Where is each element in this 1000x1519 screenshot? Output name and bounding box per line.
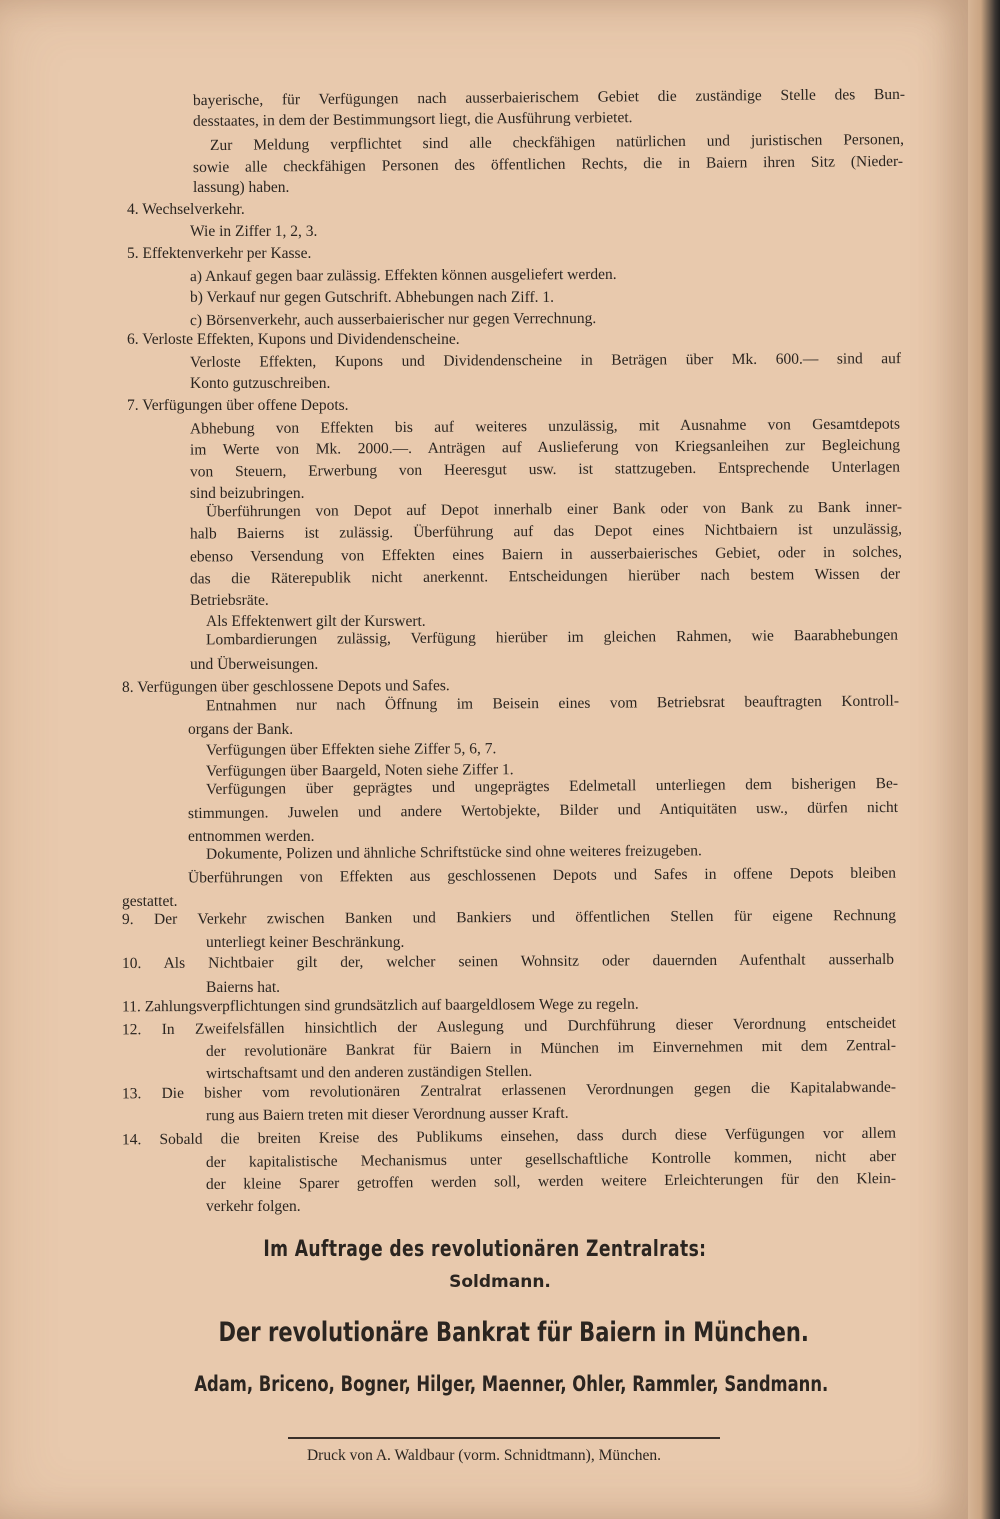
text-line: Verfügungen über Baargeld, Noten siehe Ziffer 1. [205,761,514,780]
text-line: wirtschaftsamt und den anderen zuständigen Stellen. [205,1062,533,1083]
text-line: Dokumente, Polizen und ähnliche Schriftstücke sind ohne weiteres freizugeben. [205,842,702,863]
text-line: Überführungen von Depot auf Depot innerhalb einer Bank oder von Bank zu Bank inner- [205,498,903,521]
text-line: Wie in Ziffer 1, 2, 3. [190,223,318,240]
text-line: Entnahmen nur nach Öffnung im Beisein eines vom Betriebsrat beauftragten Kontroll- [205,692,900,715]
commission-line: Im Auftrage des revolutionären Zentralrats: [263,1237,707,1262]
text-line: der revolutionäre Bankrat für Baiern in München im Einvernehmen mit dem Zentral- [205,1036,897,1061]
text-line: b) Verkauf nur gegen Gutschrift. Abhebungen nach Ziff. 1. [190,289,555,306]
section-heading: 11. Zahlungsverpflichtungen sind grundsätzlich auf baargeldlosem Wege zu regeln. [121,995,639,1016]
signer-name: Soldmann. [449,1272,551,1292]
text-line: Verfügungen über geprägtes und ungeprägtes Edelmetall unterliegen dem bisherigen Be- [205,774,899,799]
text-line: der kleine Sparer getroffen werden soll, werden weitere Erleichterungen für den Klein- [205,1169,897,1194]
text-line: der kapitalistische Mechanismus unter gesellschaftliche Kontrolle kommen, nicht aber [205,1147,897,1172]
text-line: halb Baierns ist zulässig. Überführung auf das Depot eines Nichtbaiern ist unzulässig, [189,520,903,543]
text-line: rung aus Baiern treten mit dieser Verordnung ausser Kraft. [205,1104,569,1125]
section-heading: 8. Verfügungen über geschlossene Depots und Safes. [121,677,450,696]
text-line: gestattet. [122,893,178,910]
text-line: a) Ankauf gegen baar zulässig. Effekten können ausgeliefert werden. [189,265,617,286]
text-line: desstaates, in dem der Bestimmungsort liegt, die Ausführung verbietet. [192,109,633,130]
section-heading: 14. Sobald die breiten Kreise des Publikums einsehen, dass durch diese Verfügungen vor allem [121,1124,897,1149]
text-line: Baierns hat. [206,979,281,996]
text-line: unterliegt keiner Beschränkung. [206,934,405,951]
council-members: Adam, Briceno, Bogner, Hilger, Maenner, Ohler, Rammler, Sandmann. [194,1372,829,1396]
text-line: Betriebsräte. [190,592,269,609]
section-heading: 9. Der Verkehr zwischen Banken und Bankiers und öffentlichen Stellen für eigene Rechnung [121,906,897,929]
text-line: sowie alle checkfähigen Personen des öffentlichen Rechts, die in Baiern ihren Sitz (Nieder- [192,152,904,177]
section-heading: 4. Wechselverkehr. [127,201,245,218]
text-line: bayerische, für Verfügungen nach ausserbaierischem Gebiet die zuständige Stelle des Bun- [192,85,906,110]
text-line: das die Räterepublik nicht anerkennt. Entscheidungen hierüber nach bestem Wissen der [189,565,901,588]
text-line: Verfügungen über Effekten siehe Ziffer 5, 6, 7. [205,740,497,759]
text-line: und Überweisungen. [190,656,319,673]
text-line: Verloste Effekten, Kupons und Dividendenscheine in Beträgen über Mk. 600.— sind auf [189,350,902,371]
text-line: c) Börsenverkehr, auch ausserbaierischer nur gegen Verrechnung. [189,309,597,330]
printer-imprint: Druck von A. Waldbaur (vorm. Schnidtmann), München. [306,1447,662,1464]
section-heading: 7. Verfügungen über offene Depots. [127,397,349,414]
text-line: verkehr folgen. [206,1198,301,1215]
text-line: entnommen werden. [188,828,315,845]
section-heading: 13. Die bisher vom revolutionären Zentralrat erlassenen Verordnungen gegen die Kapitalabwande- [121,1078,897,1103]
text-line: organs der Bank. [188,721,294,738]
section-heading: 12. In Zweifelsfällen hinsichtlich der Auslegung und Durchführung dieser Verordnung entscheidet [121,1014,897,1039]
section-heading: 6. Verloste Effekten, Kupons und Dividendenscheine. [127,331,460,348]
section-heading: 5. Effektenverkehr per Kasse. [127,245,312,262]
text-line: Abhebung von Effekten bis auf weiteres unzulässig, mit Ausnahme von Gesamtdepots [189,415,901,438]
text-line: Als Effektenwert gilt der Kurswert. [206,613,426,630]
text-line: Zur Meldung verpflichtet sind alle checkfähigen natürlichen und juristischen Personen, [209,130,905,155]
text-line: Konto gutzuschreiben. [190,375,331,392]
text-line: sind beizubringen. [190,485,305,502]
section-heading: 10. Als Nichtbaier gilt der, welcher seinen Wohnsitz oder dauernden Aufenthalt ausserhalb [121,950,895,973]
council-title: Der revolutionäre Bankrat für Baiern in München. [218,1317,809,1348]
text-line: Überführungen von Effekten aus geschlossenen Depots und Safes in offene Depots bleiben [187,864,897,887]
text-line: von Steuern, Erwerbung von Heeresgut usw. ist stattzugeben. Entsprechende Unterlagen [189,458,901,481]
text-line: ebenso Versendung von Effekten eines Baiern in ausserbaierisches Gebiet, oder in solches, [189,543,903,566]
text-line: im Werte von Mk. 2000.—. Anträgen auf Auslieferung von Kriegsanleihen zur Begleichung [189,436,901,459]
text-line: Lombardierungen zulässig, Verfügung hierüber im gleichen Rahmen, wie Baarabhebungen [205,626,899,649]
text-line: stimmungen. Juwelen und andere Wertobjekte, Bilder und Antiquitäten usw., dürfen nicht [187,798,899,823]
text-line: lassung) haben. [193,179,290,196]
divider-rule [288,1437,720,1439]
